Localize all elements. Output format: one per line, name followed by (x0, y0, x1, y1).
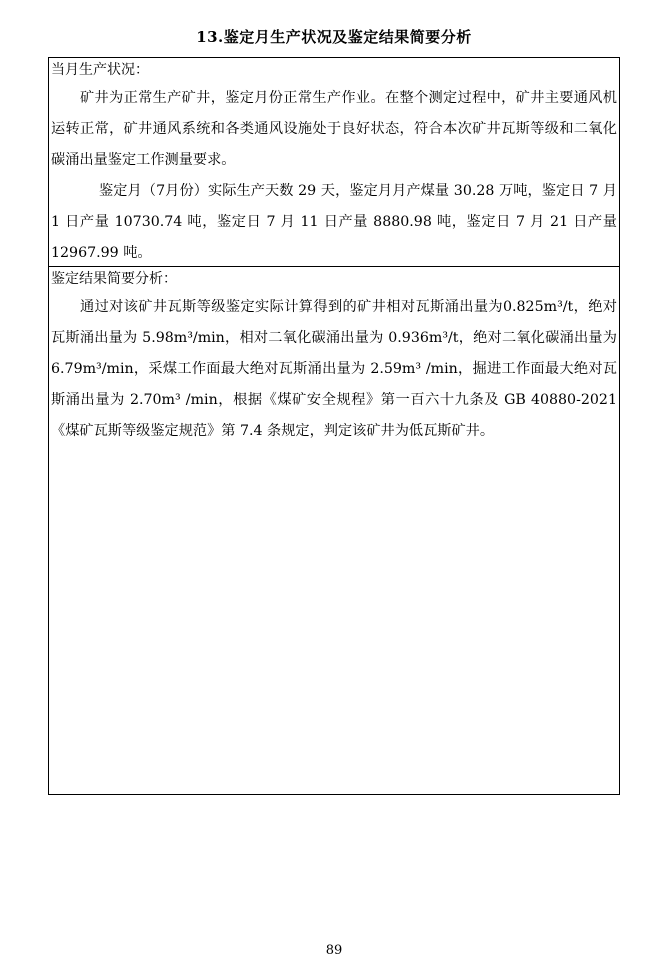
analysis-section (49, 267, 619, 794)
page-title: 13.鉴定月生产状况及鉴定结果简要分析 (196, 28, 472, 46)
report-table (48, 57, 620, 795)
production-output-paragraph: 鉴定月（7月份）实际生产天数 29 天，鉴定月月产煤量 30.28 万吨，鉴定日 7 月 1 日产量 10730.74 吨，鉴定日 7 月 11 日产量 8880.98 吨，鉴定日 7 月 21 日产量 12967.99 吨。 (51, 183, 617, 261)
production-status-label: 当月生产状况： (51, 62, 149, 78)
production-status-section (49, 58, 619, 267)
page-number: 89 (325, 943, 343, 958)
analysis-paragraph: 通过对该矿井瓦斯等级鉴定实际计算得到的矿井相对瓦斯涌出量为0.825m³/t，绝对瓦斯涌出量为 5.98m³/min，相对二氧化碳涌出量为 0.936m³/t，绝对二氧化碳涌出量为 6.79m³/min，采煤工作面最大绝对瓦斯涌出量为 2.59m³ /min，掘进工作面最大绝对瓦斯涌出量为 2.70m³ /min，根据《煤矿安全规程》第一百六十九条及 GB 40880-2021《煤矿瓦斯等级鉴定规范》第 7.4 条规定，判定该矿井为低瓦斯矿井。 (51, 299, 617, 439)
production-status-paragraph: 矿井为正常生产矿井，鉴定月份正常生产作业。在整个测定过程中，矿井主要通风机运转正常，矿井通风系统和各类通风设施处于良好状态，符合本次矿井瓦斯等级和二氧化碳涌出量鉴定工作测量要求。 (51, 90, 617, 168)
analysis-label: 鉴定结果简要分析： (51, 271, 177, 287)
